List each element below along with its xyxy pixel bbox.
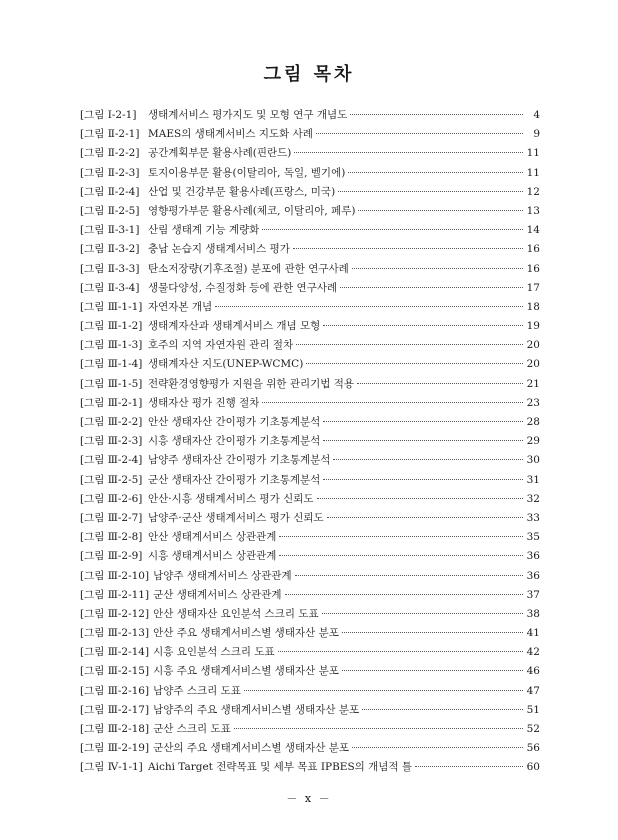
figure-title: 남양주 스크리 도표 [153,684,241,697]
figure-title: 안산 생태계서비스 상관관계 [148,531,277,544]
figure-number: [그림 Ⅱ-3-2] [80,243,140,256]
page-number: 35 [526,531,540,544]
page-number: 18 [526,300,540,313]
figure-title: 생태계서비스 평가지도 및 모형 연구 개념도 [148,109,348,121]
figure-title: Aichi Target 전략목표 및 세부 목표 IPBES의 개념적 틀 [148,761,413,774]
page-number: 52 [526,723,540,735]
dot-leader [244,690,523,691]
page-number: 31 [526,473,540,486]
toc-entry[interactable] [80,605,540,624]
toc-entry[interactable] [80,490,540,509]
figure-number: [그림 Ⅲ-1-5] [80,377,143,390]
figure-number: [그림 Ⅳ-1-1] [80,761,143,774]
figure-title: 생태계자산 지도(UNEP-WCMC) [148,358,304,371]
dot-leader [262,229,523,230]
figure-number: [그림 Ⅲ-1-2] [80,320,143,333]
toc-entry[interactable] [80,471,540,490]
figure-title: 안산 생태자산 요인분석 스크리 도표 [153,607,319,620]
figure-title: 생태자산 평가 진행 절차 [148,396,260,409]
figure-title: 시흥 주요 생태계서비스별 생태자산 분포 [153,665,339,678]
dot-leader [262,402,523,403]
figure-number: [그림 Ⅲ-2-18] [80,723,150,735]
figure-number: [그림 Ⅲ-2-9] [80,550,143,563]
figure-title: 남양주 생태계서비스 상관관계 [153,569,292,582]
figure-number: [그림 Ⅱ-3-1] [80,224,140,237]
figure-title: 안산 주요 생태계서비스별 생태자산 분포 [153,627,339,640]
figure-number: [그림 Ⅲ-1-3] [80,339,143,352]
figure-number: [그림 Ⅱ-3-4] [80,281,140,294]
figure-title: 전략환경영향평가 지원을 위한 관리기법 적용 [148,377,355,390]
toc-entry[interactable] [80,451,540,470]
toc-entry[interactable] [80,317,540,336]
figure-title: 토지이용부문 활용(이탈리아, 독일, 벨기에) [148,166,346,179]
figure-list [80,106,540,778]
page-number: 36 [526,550,540,563]
dot-leader [279,555,523,556]
toc-entry[interactable] [80,355,540,374]
page-number: 16 [526,243,540,256]
dot-leader [350,114,523,115]
figure-number: [그림 Ⅲ-2-15] [80,665,150,678]
page-number: 4 [533,109,540,121]
dot-leader [295,575,523,576]
dot-leader [342,632,523,633]
figure-number: [그림 Ⅲ-2-17] [80,703,150,716]
page-number: 13 [526,204,540,217]
figure-title: 남양주 생태자산 간이평가 기초통계분석 [148,454,331,467]
toc-entry[interactable] [80,298,540,317]
dot-leader [279,536,523,537]
page-number: 19 [526,320,540,333]
dot-leader [323,440,523,441]
page-title: 그림 목차 [263,64,355,85]
dot-leader [296,344,523,345]
figure-title: 산림 생태계 기능 계량화 [148,224,260,237]
page-number: 60 [526,761,540,774]
figure-number: [그림 Ⅲ-2-12] [80,607,150,620]
dot-leader [215,306,523,307]
figure-number: [그림 Ⅲ-2-10] [80,569,150,582]
toc-entry[interactable] [80,586,540,605]
page-number: 41 [526,627,540,640]
toc-entry[interactable] [80,682,540,701]
figure-number: [그림 Ⅲ-2-4] [80,454,143,467]
toc-entry[interactable] [80,624,540,643]
figure-title: 안산·시흥 생태계서비스 평가 신뢰도 [148,492,314,505]
dot-leader [358,210,523,211]
page-number: 21 [526,377,540,390]
toc-entry[interactable] [80,106,540,125]
dot-leader [323,479,523,480]
toc-entry[interactable] [80,413,540,432]
figure-number: [그림 Ⅱ-2-5] [80,204,140,217]
toc-entry[interactable] [80,547,540,566]
toc-entry[interactable] [80,394,540,413]
dot-leader [293,248,523,249]
dot-leader [352,747,523,748]
page-number: 20 [526,339,540,352]
toc-entry[interactable] [80,221,540,240]
dot-leader [357,383,523,384]
figure-number: [그림 Ⅲ-2-14] [80,646,150,659]
dot-leader [338,191,523,192]
page-number: 38 [526,607,540,620]
figure-title: 시흥 생태자산 간이평가 기초통계분석 [148,435,321,448]
figure-number: [그림 Ⅲ-2-5] [80,473,143,486]
figure-number: [그림 Ⅲ-1-1] [80,300,143,313]
toc-entry[interactable] [80,509,540,528]
toc-entry[interactable] [80,125,540,144]
toc-entry[interactable] [80,567,540,586]
figure-number: [그림 Ⅲ-2-3] [80,435,143,448]
page-number: 32 [526,492,540,505]
page-number: 14 [526,224,540,237]
dot-leader [342,670,523,671]
figure-number: [그림 Ⅲ-2-11] [80,588,150,601]
toc-entry[interactable] [80,279,540,298]
toc-entry[interactable] [80,336,540,355]
page-number: 46 [526,665,540,678]
figure-title: 시흥 요인분석 스크리 도표 [153,646,275,659]
figure-number: [그림 Ⅱ-2-1] [80,128,140,141]
figure-title: 군산 스크리 도표 [153,723,231,735]
page-number: 33 [526,511,540,524]
figure-number: [그림 Ⅲ-2-1] [80,396,143,409]
page-number: 51 [526,703,540,716]
toc-entry[interactable] [80,375,540,394]
page-number: 16 [526,262,540,275]
page-number: 20 [526,358,540,371]
figure-number: [그림 Ⅲ-2-19] [80,742,150,755]
figure-number: [그림 Ⅱ-2-2] [80,147,140,160]
dot-leader [323,325,523,326]
dot-leader [327,517,523,518]
figure-title: 충남 논습지 생태계서비스 평가 [148,243,290,256]
figure-number: [그림 Ⅱ-2-4] [80,185,140,198]
dot-leader [322,613,523,614]
page-number: 11 [526,147,540,160]
figure-title: 영향평가부문 활용사례(체코, 이탈리아, 페루) [148,204,356,217]
toc-entry[interactable] [80,720,540,739]
figure-title: 산업 및 건강부문 활용사례(프랑스, 미국) [148,185,336,198]
toc-entry[interactable] [80,164,540,183]
figure-number: [그림 Ⅲ-2-7] [80,511,143,524]
dot-leader [317,498,524,499]
dot-leader [294,152,523,153]
figure-title: 호주의 지역 자연자원 관리 절차 [148,339,294,352]
figure-number: [그림 Ⅲ-2-6] [80,492,143,505]
figure-title: 안산 생태자산 간이평가 기초통계분석 [148,416,321,428]
toc-entry[interactable] [80,758,540,777]
figure-number: [그림 Ⅲ-1-4] [80,358,143,371]
dot-leader [362,709,523,710]
figure-number: [그림 Ⅱ-2-3] [80,166,140,179]
dot-leader [323,421,523,422]
page-number: 28 [526,416,540,428]
page-number: 36 [526,569,540,582]
figure-number: [그림 Ⅲ-2-8] [80,531,143,544]
figure-title: 공간계획부문 활용사례(핀란드) [148,147,292,160]
page-number: 37 [526,588,540,601]
figure-title: 생태계자산과 생태계서비스 개념 모형 [148,320,321,333]
page-number: 23 [526,396,540,409]
dot-leader [348,172,523,173]
figure-title: 남양주의 주요 생태계서비스별 생태자산 분포 [153,703,360,716]
page-number: 11 [526,166,540,179]
figure-number: [그림 Ⅲ-2-13] [80,627,150,640]
figure-number: [그림 Ⅰ-2-1] [80,109,137,121]
figure-number: [그림 Ⅲ-2-2] [80,416,143,428]
page-number: 47 [526,684,540,697]
toc-entry[interactable] [80,701,540,720]
dot-leader [234,728,523,729]
figure-title: 시흥 생태계서비스 상관관계 [148,550,277,563]
toc-entry[interactable] [80,144,540,163]
toc-entry[interactable] [80,183,540,202]
page-number: 42 [526,646,540,659]
dot-leader [306,363,523,364]
figure-title: MAES의 생태계서비스 지도화 사례 [148,128,313,141]
page-number: 9 [533,128,540,141]
toc-entry[interactable] [80,739,540,758]
dot-leader [285,594,524,595]
page-number: 56 [526,742,540,755]
toc-entry[interactable] [80,240,540,259]
dot-leader [316,133,523,134]
figure-number: [그림 Ⅲ-2-16] [80,684,150,697]
dot-leader [340,287,523,288]
page-footer: － x － [286,792,332,805]
figure-title: 군산 생태계서비스 상관관계 [153,588,282,601]
figure-title: 군산 생태자산 간이평가 기초통계분석 [148,473,321,486]
figure-number: [그림 Ⅱ-3-3] [80,262,140,275]
dot-leader [352,268,523,269]
page-number: 29 [526,435,540,448]
dot-leader [333,459,523,460]
page-number: 30 [526,454,540,467]
page-number: 12 [526,185,540,198]
figure-title: 남양주·군산 생태계서비스 평가 신뢰도 [148,511,324,524]
toc-entry[interactable] [80,260,540,279]
toc-entry[interactable] [80,528,540,547]
figure-title: 자연자본 개념 [148,300,213,313]
dot-leader [415,766,523,767]
figure-title: 생물다양성, 수질정화 등에 관한 연구사례 [148,281,338,294]
page-number: 17 [526,281,540,294]
figure-title: 탄소저장량(기후조절) 분포에 관한 연구사례 [148,262,349,275]
toc-entry[interactable] [80,202,540,221]
dot-leader [278,651,523,652]
toc-entry[interactable] [80,432,540,451]
figure-title: 군산의 주요 생태계서비스별 생태자산 분포 [153,742,350,755]
toc-entry[interactable] [80,643,540,662]
toc-entry[interactable] [80,662,540,681]
